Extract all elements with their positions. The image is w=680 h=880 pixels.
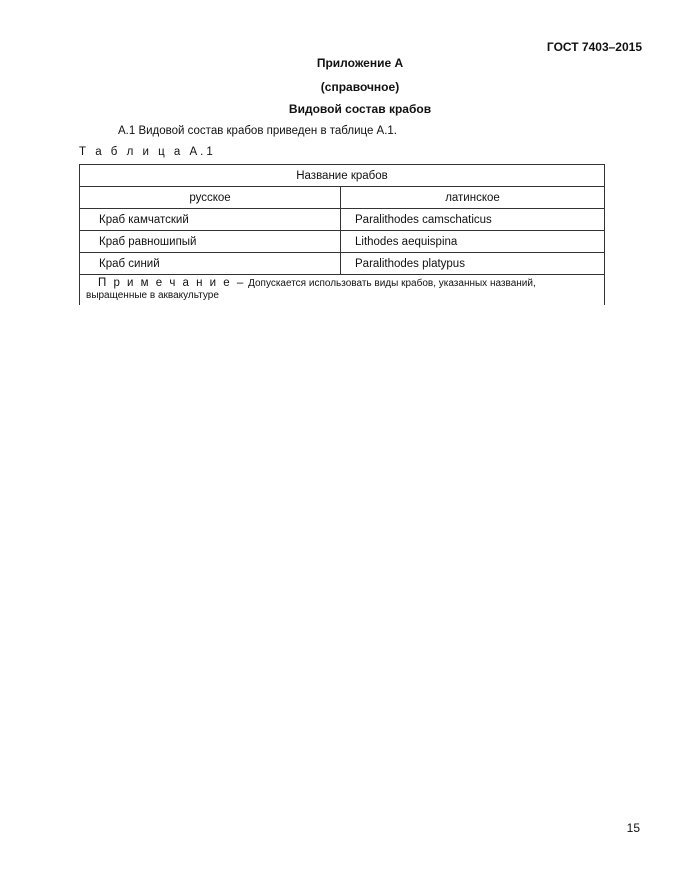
page-number: 15 bbox=[626, 821, 640, 835]
note-cell bbox=[80, 275, 605, 306]
body-paragraph: А.1 Видовой состав крабов приведен в таблице А.1. bbox=[118, 125, 397, 137]
column-header-latin: латинское bbox=[341, 187, 605, 209]
table-note-row bbox=[80, 275, 605, 306]
cell-russian-name: Краб равношипый bbox=[80, 231, 341, 253]
cell-latin-name: Paralithodes platypus bbox=[341, 253, 605, 275]
cell-latin-name: Paralithodes camschaticus bbox=[341, 209, 605, 231]
cell-russian-name: Краб синий bbox=[80, 253, 341, 275]
appendix-title: Приложение А bbox=[316, 56, 404, 70]
appendix-subtitle: (справочное) bbox=[320, 80, 400, 94]
crab-species-table bbox=[79, 164, 605, 305]
table-row bbox=[80, 209, 605, 231]
cell-russian-name: Краб камчатский bbox=[80, 209, 341, 231]
table-column-header-row bbox=[80, 187, 605, 209]
table-row bbox=[80, 231, 605, 253]
document-code: ГОСТ 7403–2015 bbox=[546, 40, 642, 54]
table-group-header-row bbox=[80, 165, 605, 187]
column-header-russian: русское bbox=[80, 187, 341, 209]
note-label: П р и м е ч а н и е – bbox=[98, 277, 246, 289]
appendix-heading: Видовой состав крабов bbox=[288, 102, 432, 116]
group-header-cell: Название крабов bbox=[80, 165, 605, 187]
note-text: Допускается использовать виды крабов, указанных названий, выращенные в аквакультуре bbox=[86, 278, 536, 301]
cell-latin-name: Lithodes aequispina bbox=[341, 231, 605, 253]
table-row bbox=[80, 253, 605, 275]
table-caption: Т а б л и ц а А.1 bbox=[79, 146, 216, 158]
